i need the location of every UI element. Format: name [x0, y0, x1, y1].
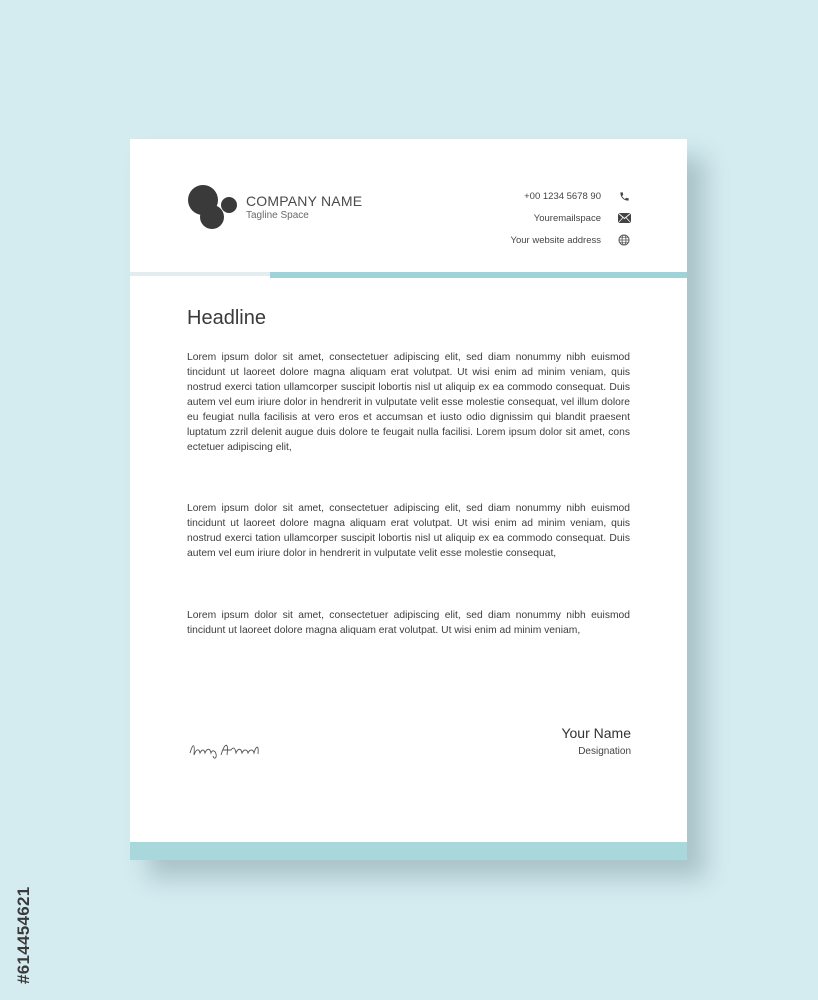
email-text: Youremailspace [533, 212, 601, 224]
contact-block [511, 185, 631, 251]
mail-icon [617, 211, 631, 225]
signatory-designation: Designation [578, 746, 631, 757]
header-divider-left [130, 272, 270, 276]
company-logo [187, 185, 239, 231]
phone-icon [617, 189, 631, 203]
body-paragraph: Lorem ipsum dolor sit amet, consectetuer adipiscing elit, sed diam nonummy nibh euismod tincidunt ut laoreet dolore magna aliquam erat volutpat. Ut wisi enim ad minim veniam, quis nostrud exerci tation ullamcorper suscipit lobortis nisl ut aliquip ex ea commodo consequat. Duis autem vel eum iriure dolor in hendrerit in vulputate velit esse molestie consequat, vel illum dolore eu feugiat nulla facilisis at vero eros et accumsan et iusto odio dignissim qui blandit praesent luptatum zzril delenit augue duis dolore te feugait nulla facilisi. Lorem ipsum dolor sit amet, cons ectetuer adipiscing elit, [187, 352, 630, 453]
signature [187, 739, 267, 766]
contact-email [511, 207, 631, 229]
body-paragraph: Lorem ipsum dolor sit amet, consectetuer adipiscing elit, sed diam nonummy nibh euismod tincidunt ut laoreet dolore magna aliquam erat volutpat. Ut wisi enim ad minim veniam, quis nostrud exerci tation ullamcorper suscipit lobortis nisl ut aliquip ex ea commodo consequat. Duis autem vel eum iriure dolor in hendrerit in vulputate velit esse molestie consequat, [187, 503, 630, 559]
header-divider-accent [270, 272, 687, 278]
stock-id-label [8, 770, 38, 984]
body-paragraph: Lorem ipsum dolor sit amet, consectetuer adipiscing elit, sed diam nonummy nibh euismod tincidunt ut laoreet dolore magna aliquam erat volutpat. Ut wisi enim ad minim veniam, [187, 610, 630, 636]
stock-id-text: #614454621 [14, 886, 33, 984]
contact-phone [511, 185, 631, 207]
signatory-name: Your Name [561, 725, 631, 741]
footer-bar [130, 842, 687, 860]
headline: Headline [187, 307, 266, 329]
letterhead-page [130, 139, 687, 860]
website-text: Your website address [510, 234, 601, 246]
globe-icon [617, 233, 631, 247]
contact-website [511, 229, 631, 251]
phone-text: +00 1234 5678 90 [524, 190, 601, 202]
tagline: Tagline Space [246, 210, 309, 221]
company-name: COMPANY NAME [246, 193, 363, 209]
